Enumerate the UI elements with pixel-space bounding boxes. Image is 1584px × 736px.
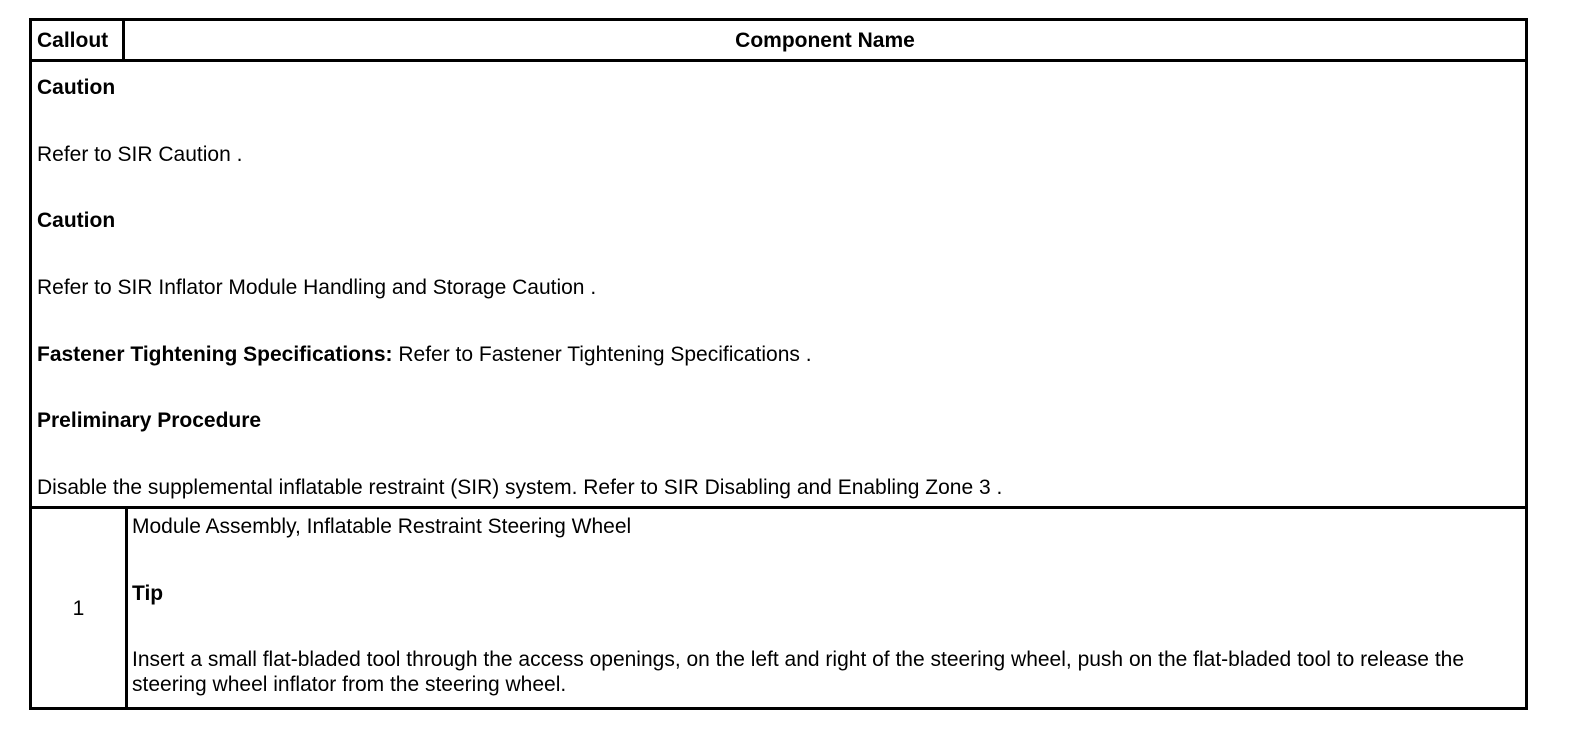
- fastener-specifications-line: [37, 342, 812, 368]
- preliminary-procedure-text: Disable the supplemental inflatable restraint (SIR) system. Refer to SIR Disabling and Enabling Zone 3 .: [37, 476, 1003, 499]
- caution-text-1: Refer to SIR Caution .: [37, 143, 243, 166]
- step-callout-cell: [32, 509, 128, 707]
- caution-heading-2: Caution: [37, 209, 116, 232]
- table-row: [32, 509, 1525, 707]
- fastener-specifications-text: Refer to Fastener Tightening Specifications .: [392, 343, 812, 366]
- preliminary-procedure-heading: Preliminary Procedure: [37, 409, 262, 432]
- step-component-cell: [128, 509, 1525, 707]
- component-name: Module Assembly, Inflatable Restraint Steering Wheel: [132, 515, 632, 538]
- step-callout-number: 1: [72, 597, 85, 620]
- tip-heading: Tip: [132, 582, 164, 605]
- tip-text: Insert a small flat-bladed tool through the access openings, on the left and right of the steering wheel, push on the flat-bladed tool to release the steering wheel inflator from the steering wheel.: [132, 648, 1465, 696]
- fastener-specifications-label: Fastener Tightening Specifications:: [37, 343, 393, 366]
- callout-column-header: Callout: [32, 21, 125, 59]
- caution-text-2: Refer to SIR Inflator Module Handling and Storage Caution .: [37, 276, 597, 299]
- caution-heading-1: Caution: [37, 76, 116, 99]
- component-name-column-header: Component Name: [735, 29, 915, 52]
- component-table: [29, 18, 1528, 710]
- preliminary-section: [32, 62, 1525, 509]
- table-header-row: [32, 21, 1525, 62]
